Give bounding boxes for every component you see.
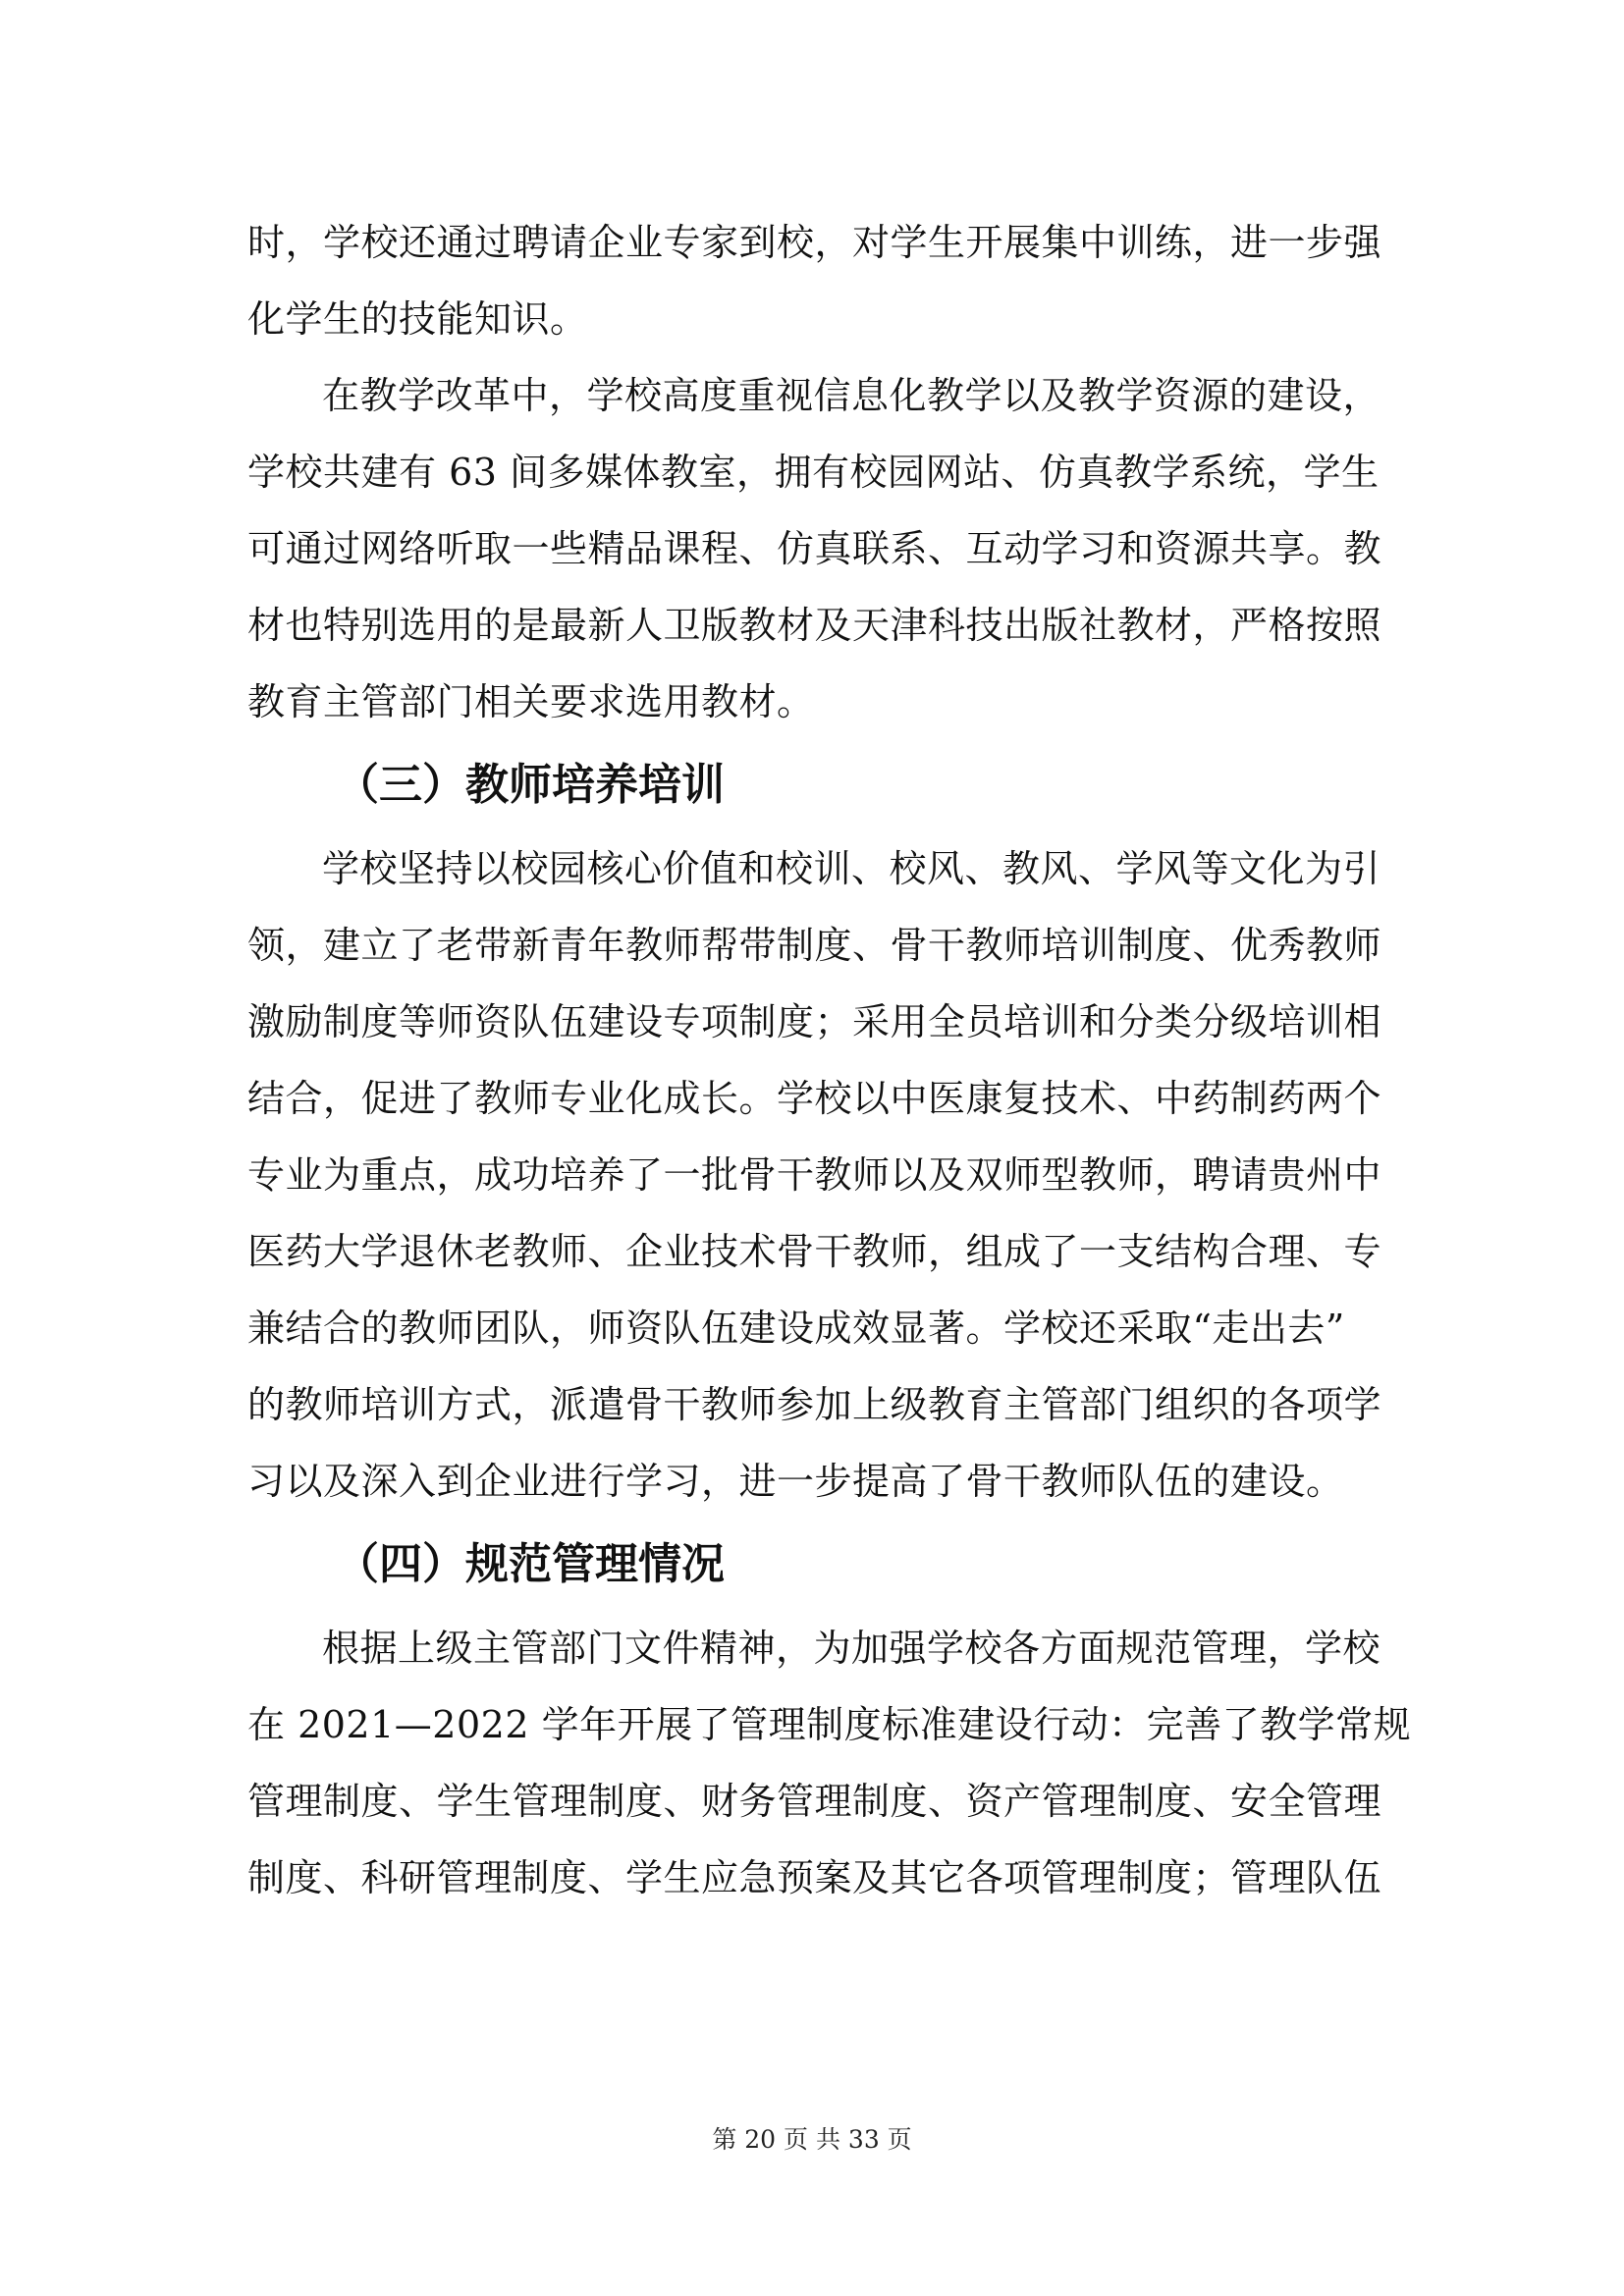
paragraph-line: 学校共建有 63 间多媒体教室，拥有校园网站、仿真教学系统，学生 <box>247 451 1380 494</box>
paragraph-line: 可通过网络听取一些精品课程、仿真联系、互动学习和资源共享。教 <box>247 527 1382 570</box>
paragraph-line: 管理制度、学生管理制度、财务管理制度、资产管理制度、安全管理 <box>247 1780 1382 1823</box>
paragraph-line: 结合，促进了教师专业化成长。学校以中医康复技术、中药制药两个 <box>247 1077 1382 1120</box>
paragraph-line: 激励制度等师资队伍建设专项制度；采用全员培训和分类分级培训相 <box>247 1000 1382 1043</box>
paragraph-line: 的教师培训方式，派遣骨干教师参加上级教育主管部门组织的各项学 <box>247 1383 1382 1426</box>
paragraph-line: 领，建立了老带新青年教师帮带制度、骨干教师培训制度、优秀教师 <box>247 924 1382 967</box>
paragraph-line: 专业为重点，成功培养了一批骨干教师以及双师型教师，聘请贵州中 <box>247 1153 1382 1197</box>
section-heading: （四）规范管理情况 <box>336 1539 725 1589</box>
paragraph-line: 习以及深入到企业进行学习，进一步提高了骨干教师队伍的建设。 <box>247 1460 1344 1503</box>
paragraph-line: 制度、科研管理制度、学生应急预案及其它各项管理制度；管理队伍 <box>247 1856 1382 1899</box>
paragraph-line: 在教学改革中，学校高度重视信息化教学以及教学资源的建设， <box>322 374 1381 417</box>
paragraph-line: 根据上级主管部门文件精神，为加强学校各方面规范管理，学校 <box>322 1627 1381 1670</box>
paragraph-line: 在 2021—2022 学年开展了管理制度标准建设行动：完善了教学常规 <box>247 1703 1412 1746</box>
page-number-footer: 第 20 页 共 33 页 <box>712 2125 912 2154</box>
section-heading: （三）教师培养培训 <box>336 760 725 810</box>
paragraph-line: 兼结合的教师团队，师资队伍建设成效显著。学校还采取“走出去” <box>247 1307 1345 1350</box>
paragraph-line: 化学生的技能知识。 <box>247 297 588 341</box>
paragraph-line: 教育主管部门相关要求选用教材。 <box>247 680 815 723</box>
paragraph-line: 学校坚持以校园核心价值和校训、校风、教风、学风等文化为引 <box>322 847 1381 890</box>
paragraph-line: 时，学校还通过聘请企业专家到校，对学生开展集中训练，进一步强 <box>247 221 1382 264</box>
document-body <box>247 204 1412 1916</box>
paragraph-line: 材也特别选用的是最新人卫版教材及天津科技出版社教材，严格按照 <box>247 604 1382 647</box>
paragraph-line: 医药大学退休老教师、企业技术骨干教师，组成了一支结构合理、专 <box>247 1230 1382 1273</box>
